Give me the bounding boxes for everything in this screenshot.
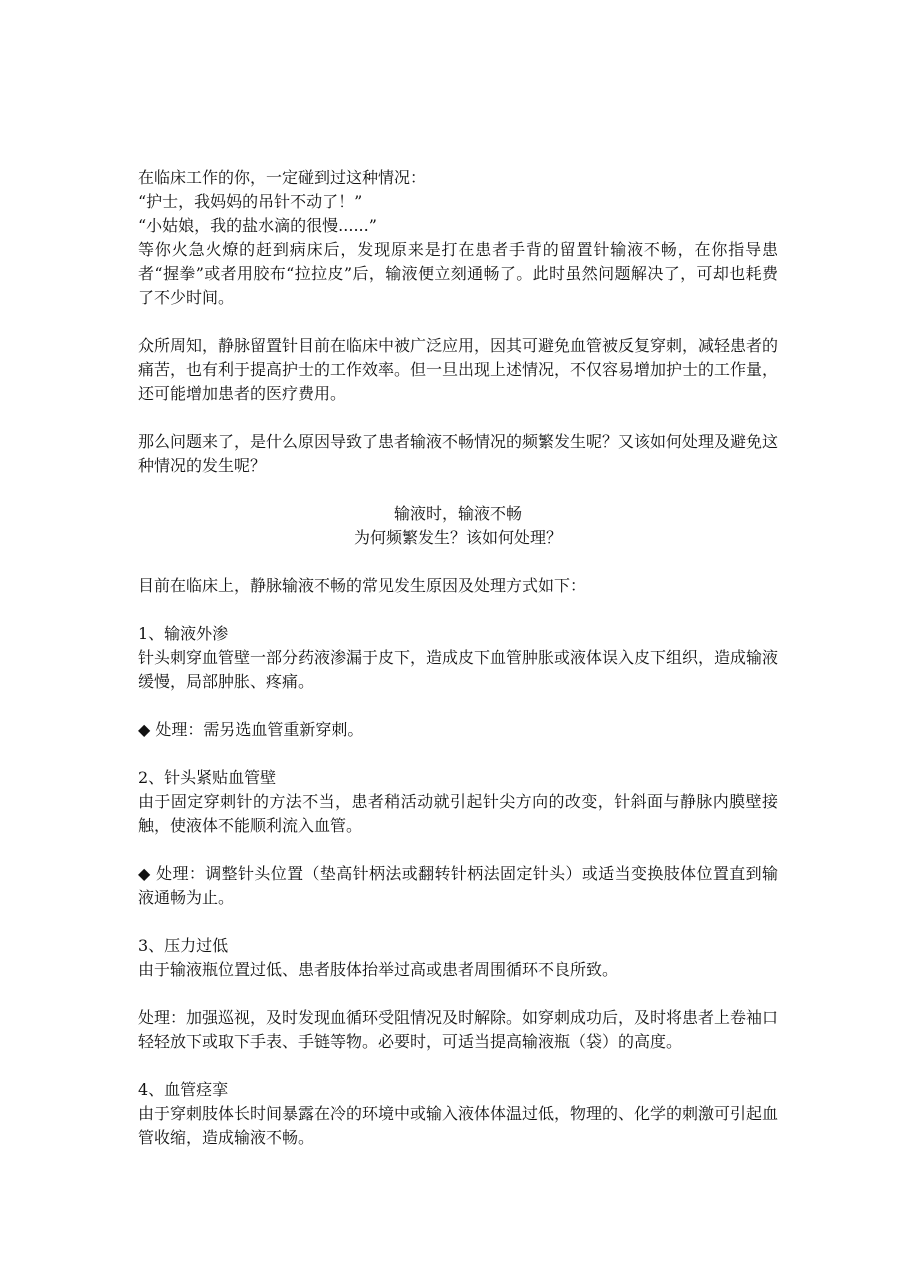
intro-paragraph: 等你火急火燎的赶到病床后，发现原来是打在患者手背的留置针输液不畅，在你指导患者“握拳”或者用胶布“拉拉皮”后，输液便立刻通畅了。此时虽然问题解决了，可却也耗费了不少时间。 — [138, 240, 778, 307]
section-4-title: 4、血管痉挛 — [138, 1080, 229, 1099]
spacer — [138, 694, 778, 718]
paragraph-background: 众所周知，静脉留置针目前在临床中被广泛应用，因其可避免血管被反复穿刺，减轻患者的痛苦，也有利于提高护士的工作效率。但一旦出现上述情况，不仅容易增加护士的工作量，还可能增加患者的医疗费用。 — [138, 336, 779, 403]
intro-quote-1: “护士，我妈妈的吊针不动了！” — [138, 192, 363, 211]
spacer — [138, 406, 778, 430]
paragraph-question: 那么问题来了，是什么原因导致了患者输液不畅情况的频繁发生呢？又该如何处理及避免这种情况的发生呢？ — [138, 432, 779, 475]
spacer — [138, 982, 778, 1006]
spacer — [138, 550, 778, 574]
spacer — [138, 478, 778, 502]
section-2-treatment: ◆ 处理：调整针头位置（垫高针柄法或翻转针柄法固定针头）或适当变换肢体位置直到输液通畅为止。 — [138, 864, 778, 907]
section-1-description: 针头刺穿血管壁一部分药液渗漏于皮下，造成皮下血管肿胀或液体误入皮下组织，造成输液缓慢，局部肿胀、疼痛。 — [138, 648, 779, 691]
spacer — [138, 742, 778, 766]
intro-quote-2: “小姑娘，我的盐水滴的很慢......” — [138, 216, 377, 235]
heading-line-1: 输液时，输液不畅 — [393, 504, 522, 523]
spacer — [138, 838, 778, 862]
heading-line-2: 为何频繁发生？该如何处理？ — [353, 528, 562, 547]
section-1-treatment: ◆ 处理：需另选血管重新穿刺。 — [138, 720, 364, 739]
spacer — [138, 598, 778, 622]
section-2-description: 由于固定穿刺针的方法不当，患者稍活动就引起针尖方向的改变，针斜面与静脉内膜壁接触，使液体不能顺利流入血管。 — [138, 792, 778, 835]
section-4-description: 由于穿刺肢体长时间暴露在冷的环境中或输入液体体温过低，物理的、化学的刺激可引起血管收缩，造成输液不畅。 — [138, 1104, 779, 1147]
section-3-description: 由于输液瓶位置过低、患者肢体抬举过高或患者周围循环不良所致。 — [138, 960, 619, 979]
lead-paragraph: 目前在临床上，静脉输液不畅的常见发生原因及处理方式如下： — [138, 576, 587, 595]
section-3-title: 3、压力过低 — [138, 936, 229, 955]
document-page — [138, 166, 778, 1150]
spacer — [138, 310, 778, 334]
section-1-title: 1、输液外渗 — [138, 624, 229, 643]
intro-line-1: 在临床工作的你，一定碰到过这种情况： — [138, 168, 427, 187]
section-3-treatment: 处理：加强巡视，及时发现血循环受阻情况及时解除。如穿刺成功后，及时将患者上卷袖口轻轻放下或取下手表、手链等物。必要时，可适当提高输液瓶（袋）的高度。 — [138, 1008, 779, 1051]
spacer — [138, 910, 778, 934]
spacer — [138, 1054, 778, 1078]
section-2-title: 2、针头紧贴血管壁 — [138, 768, 277, 787]
